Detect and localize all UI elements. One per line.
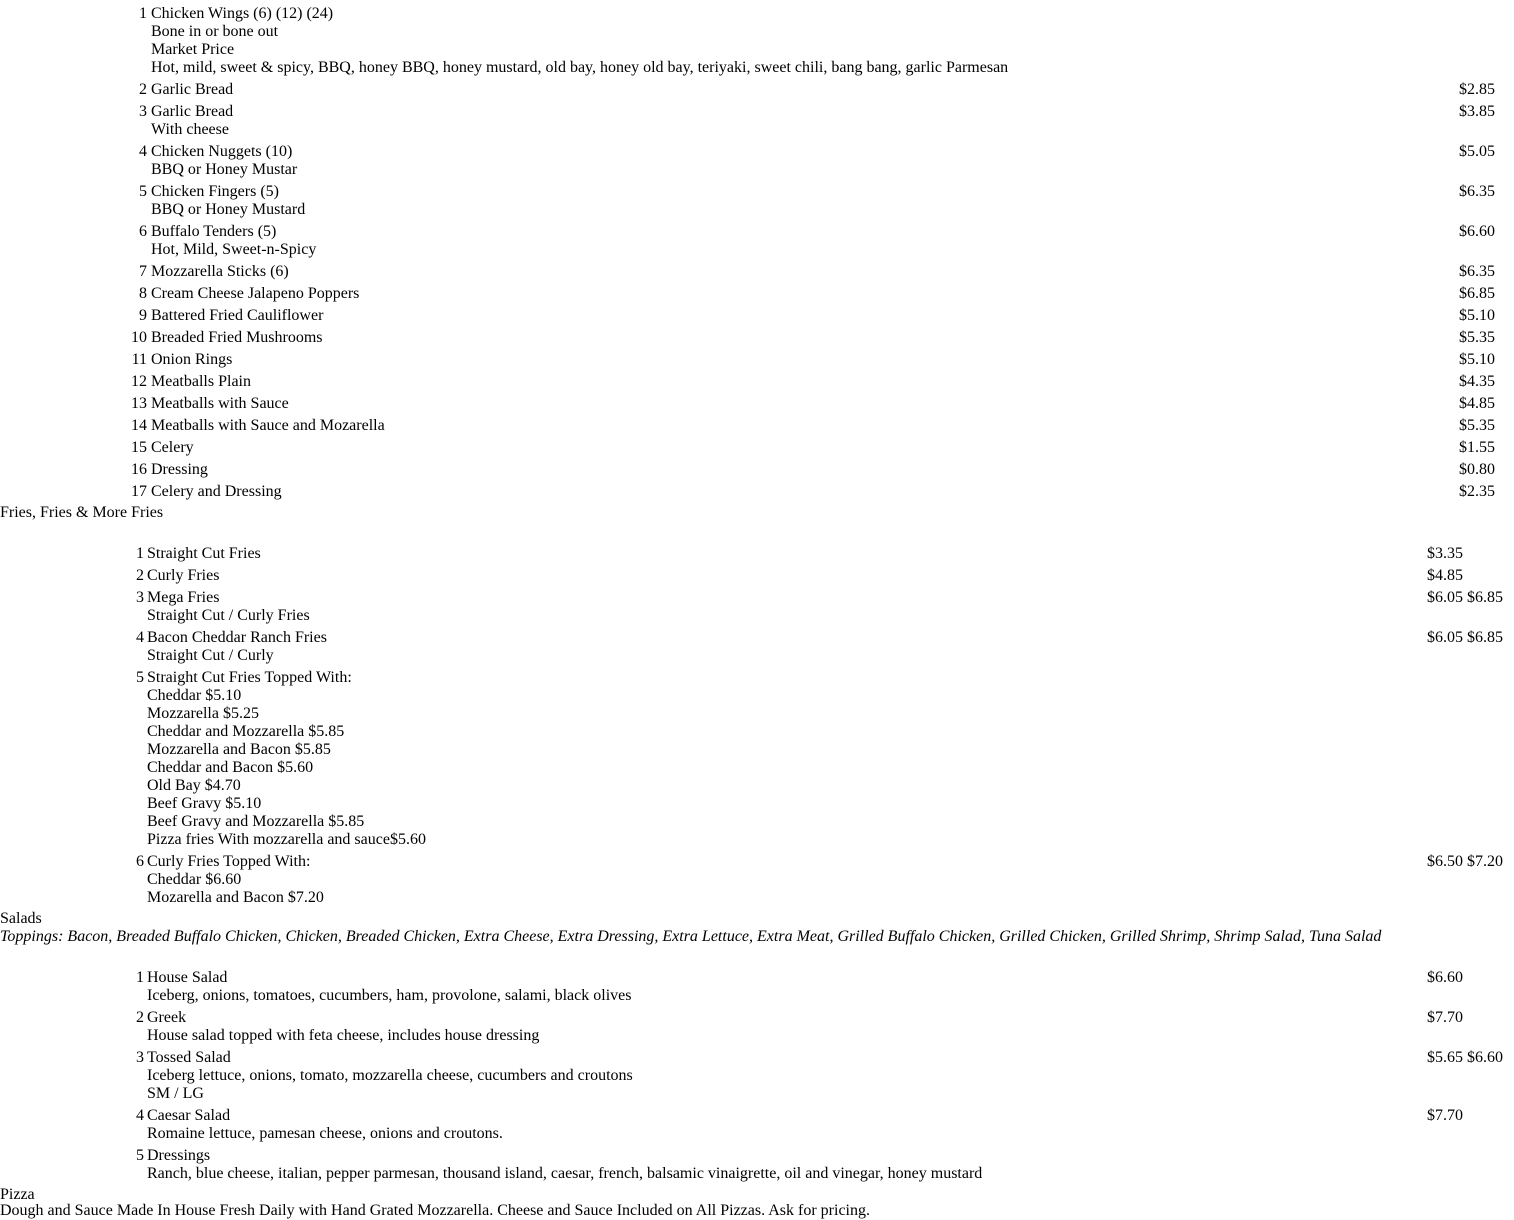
item-text (151, 351, 232, 369)
item-number: 3 (136, 589, 144, 606)
item-price: $5.35 (1459, 417, 1495, 434)
item-name: Greek (147, 1009, 187, 1026)
item-number: 2 (136, 567, 144, 584)
item-text (151, 373, 251, 391)
item-name: Mega Fries (147, 589, 220, 606)
item-number: 16 (131, 461, 147, 478)
item-description: Straight Cut / Curly (147, 647, 274, 664)
item-number: 1 (139, 5, 147, 22)
item-number: 3 (136, 1049, 144, 1066)
item-number: 1 (136, 969, 144, 986)
item-price: $5.05 (1459, 143, 1495, 160)
item-name: Garlic Bread (151, 81, 234, 98)
item-number: 5 (136, 1147, 144, 1164)
item-description: Old Bay $4.70 (147, 777, 241, 794)
item-name: Battered Fried Cauliflower (151, 307, 324, 324)
item-text (151, 81, 233, 99)
item-name: Chicken Fingers (5) (151, 183, 279, 200)
item-number: 4 (139, 143, 147, 160)
item-description: Cheddar and Bacon $5.60 (147, 759, 314, 776)
item-price: $3.35 (1427, 545, 1463, 562)
item-price: $4.85 (1459, 395, 1495, 412)
item-price: $4.85 (1427, 567, 1463, 584)
item-number: 5 (136, 669, 144, 686)
item-name: Celery and Dressing (151, 483, 282, 500)
item-number: 11 (131, 351, 147, 368)
item-description: With cheese (151, 121, 229, 138)
item-name: Bacon Cheddar Ranch Fries (147, 629, 327, 646)
item-description: SM / LG (147, 1085, 204, 1102)
item-text (151, 483, 282, 501)
item-name: Curly Fries (147, 567, 220, 584)
item-price: $0.80 (1459, 461, 1495, 478)
item-price: $3.85 (1459, 103, 1495, 120)
item-text (151, 143, 297, 179)
item-text (151, 223, 316, 259)
item-number: 2 (139, 81, 147, 98)
item-price: $2.85 (1459, 81, 1495, 98)
item-number: 1 (136, 545, 144, 562)
item-description: BBQ or Honey Mustar (151, 161, 298, 178)
item-description: BBQ or Honey Mustard (151, 201, 306, 218)
item-price: $5.35 (1459, 329, 1495, 346)
item-number: 8 (139, 285, 147, 302)
item-text (147, 1049, 633, 1103)
item-price: $6.60 (1427, 969, 1463, 986)
item-description: Cheddar $5.10 (147, 687, 242, 704)
item-number: 17 (131, 483, 147, 500)
item-description: Cheddar and Mozzarella $5.85 (147, 723, 345, 740)
item-number: 14 (131, 417, 147, 434)
item-price: $6.50 $7.20 (1427, 853, 1503, 870)
item-price: $6.35 (1459, 183, 1495, 200)
item-number: 5 (139, 183, 147, 200)
item-description: Ranch, blue cheese, italian, pepper parmesan, thousand island, caesar, french, balsamic vinaigrette, oil and vinegar, honey mustard (147, 1165, 983, 1182)
item-name: Tossed Salad (147, 1049, 231, 1066)
salads-section-title: Salads (0, 910, 42, 927)
item-number: 15 (131, 439, 147, 456)
item-text (151, 461, 208, 479)
item-price: $4.35 (1459, 373, 1495, 390)
item-price: $2.35 (1459, 483, 1495, 500)
item-text (147, 1009, 539, 1045)
item-text (147, 589, 310, 625)
item-price: $5.65 $6.60 (1427, 1049, 1503, 1066)
item-text (147, 853, 324, 907)
item-price: $5.10 (1459, 307, 1495, 324)
item-name: Dressings (147, 1147, 211, 1164)
item-name: Meatballs with Sauce and Mozarella (151, 417, 385, 434)
item-price: $6.05 $6.85 (1427, 589, 1503, 606)
item-price: $1.55 (1459, 439, 1495, 456)
item-number: 6 (136, 853, 144, 870)
item-price: $5.10 (1459, 351, 1495, 368)
item-description: Market Price (151, 41, 235, 58)
pizza-section-note: Dough and Sauce Made In House Fresh Daily with Hand Grated Mozzarella. Cheese and Sauce Included on All Pizzas. Ask for pricing. (0, 1202, 870, 1219)
pizza-section-title: Pizza (0, 1186, 35, 1203)
item-number: 3 (139, 103, 147, 120)
item-name: Straight Cut Fries Topped With: (147, 669, 352, 686)
item-text (151, 395, 289, 413)
item-price: $7.70 (1427, 1009, 1463, 1026)
item-text (147, 567, 219, 585)
item-price: $6.85 (1459, 285, 1495, 302)
item-description: Beef Gravy $5.10 (147, 795, 262, 812)
item-name: Meatballs with Sauce (151, 395, 289, 412)
item-text (147, 1147, 982, 1183)
item-name: Buffalo Tenders (5) (151, 223, 277, 240)
item-name: Curly Fries Topped With: (147, 853, 311, 870)
item-name: Garlic Bread (151, 103, 234, 120)
item-text (151, 263, 289, 281)
item-number: 9 (139, 307, 147, 324)
fries-section-title: Fries, Fries & More Fries (0, 504, 164, 521)
item-description: Mozzarella and Bacon $5.85 (147, 741, 331, 758)
item-text (151, 285, 359, 303)
item-number: 12 (131, 373, 147, 390)
item-number: 7 (139, 263, 147, 280)
item-text (147, 629, 327, 665)
item-description: Mozzarella $5.25 (147, 705, 259, 722)
item-price: $6.05 $6.85 (1427, 629, 1503, 646)
item-name: Breaded Fried Mushrooms (151, 329, 323, 346)
item-name: Chicken Wings (6) (12) (24) (151, 5, 334, 22)
item-number: 13 (131, 395, 147, 412)
item-text (147, 669, 426, 849)
item-text (151, 183, 305, 219)
item-text (151, 103, 233, 139)
item-name: Onion Rings (151, 351, 233, 368)
item-name: Cream Cheese Jalapeno Poppers (151, 285, 360, 302)
item-text (151, 329, 323, 347)
item-description: Beef Gravy and Mozzarella $5.85 (147, 813, 365, 830)
item-name: Chicken Nuggets (10) (151, 143, 293, 160)
item-text (147, 545, 261, 563)
item-description: Iceberg lettuce, onions, tomato, mozzarella cheese, cucumbers and croutons (147, 1067, 633, 1084)
item-description: Pizza fries With mozzarella and sauce$5.60 (147, 831, 426, 848)
item-text (151, 307, 323, 325)
item-text (151, 5, 1008, 77)
item-description: Hot, Mild, Sweet-n-Spicy (151, 241, 317, 258)
salads-toppings-note: Toppings: Bacon, Breaded Buffalo Chicken, Chicken, Breaded Chicken, Extra Cheese, Extra Dressing, Extra Lettuce, Extra Meat, Grilled Buffalo Chicken, Grilled Chicken, Grilled Shrimp, Shrimp Salad, Tuna Salad (0, 928, 1382, 945)
item-name: Dressing (151, 461, 208, 478)
item-number: 10 (131, 329, 147, 346)
item-description: Hot, mild, sweet & spicy, BBQ, honey BBQ, honey mustard, old bay, honey old bay, teriyaki, sweet chili, bang bang, garlic Parmesan (151, 59, 1009, 76)
item-number: 6 (139, 223, 147, 240)
item-text (147, 969, 631, 1005)
item-description: House salad topped with feta cheese, includes house dressing (147, 1027, 540, 1044)
item-description: Bone in or bone out (151, 23, 279, 40)
item-name: House Salad (147, 969, 228, 986)
item-description: Iceberg, onions, tomatoes, cucumbers, ham, provolone, salami, black olives (147, 987, 632, 1004)
item-description: Mozarella and Bacon $7.20 (147, 889, 324, 906)
item-number: 4 (136, 1107, 144, 1124)
item-text (151, 417, 385, 435)
item-number: 4 (136, 629, 144, 646)
item-price: $6.35 (1459, 263, 1495, 280)
item-name: Meatballs Plain (151, 373, 251, 390)
item-text (147, 1107, 503, 1143)
item-text (151, 439, 194, 457)
item-name: Straight Cut Fries (147, 545, 261, 562)
item-description: Romaine lettuce, pamesan cheese, onions and croutons. (147, 1125, 503, 1142)
item-description: Straight Cut / Curly Fries (147, 607, 310, 624)
item-name: Caesar Salad (147, 1107, 231, 1124)
item-price: $6.60 (1459, 223, 1495, 240)
item-number: 2 (136, 1009, 144, 1026)
item-price: $7.70 (1427, 1107, 1463, 1124)
item-description: Cheddar $6.60 (147, 871, 242, 888)
item-name: Mozzarella Sticks (6) (151, 263, 289, 280)
item-name: Celery (151, 439, 194, 456)
